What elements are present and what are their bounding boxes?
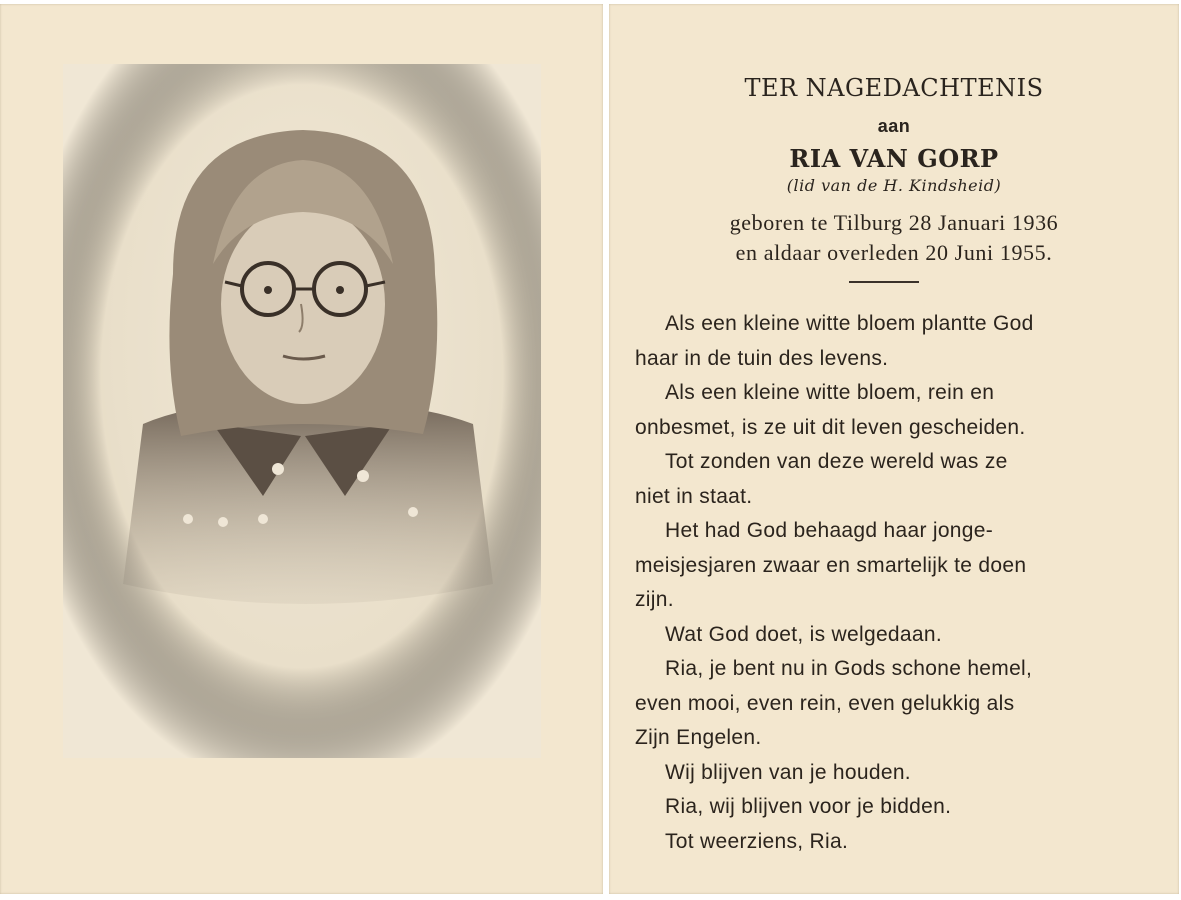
- memorial-text: [609, 4, 1179, 894]
- memorial-poem: [635, 307, 1135, 859]
- death-line: en aldaar overleden 20 Juni 1955.: [735, 240, 1053, 265]
- memorial-card-front: [0, 4, 603, 894]
- poem-line: Wij blijven van je houden.: [665, 760, 911, 784]
- poem-line: Als een kleine witte bloem, rein en: [665, 381, 995, 404]
- poem-line: Tot weerziens, Ria.: [665, 829, 849, 853]
- memorial-title: TER NAGEDACHTENIS: [744, 74, 1044, 102]
- deceased-name: RIA VAN GORP: [789, 144, 999, 173]
- portrait-photo: [63, 64, 541, 758]
- poem-line: onbesmet, is ze uit dit leven gescheiden.: [635, 415, 1026, 439]
- poem-line: Wat God doet, is welgedaan.: [665, 622, 942, 646]
- portrait-illustration: [63, 64, 541, 758]
- poem-line: Ria, je bent nu in Gods schone hemel,: [665, 657, 1033, 680]
- poem-line: meisjesjaren zwaar en smartelijk te doen: [635, 553, 1027, 577]
- poem-line: niet in staat.: [635, 484, 753, 508]
- memorial-aan: aan: [877, 116, 911, 136]
- poem-line: haar in de tuin des levens.: [635, 346, 889, 370]
- poem-line: zijn.: [635, 588, 674, 611]
- poem-line: Tot zonden van deze wereld was ze: [665, 450, 1008, 473]
- poem-line: Zijn Engelen.: [635, 726, 762, 749]
- birth-line: geboren te Tilburg 28 Januari 1936: [729, 210, 1059, 235]
- poem-line: even mooi, even rein, even gelukkig als: [635, 691, 1015, 715]
- poem-line: Het had God behaagd haar jonge-: [665, 519, 994, 542]
- poem-line: Als een kleine witte bloem plantte God: [665, 312, 1034, 335]
- deceased-subtitle: (lid van de H. Kindsheid): [786, 176, 1002, 195]
- poem-line: Ria, wij blijven voor je bidden.: [665, 795, 952, 818]
- divider: [849, 281, 919, 283]
- memorial-card-back: [609, 4, 1179, 894]
